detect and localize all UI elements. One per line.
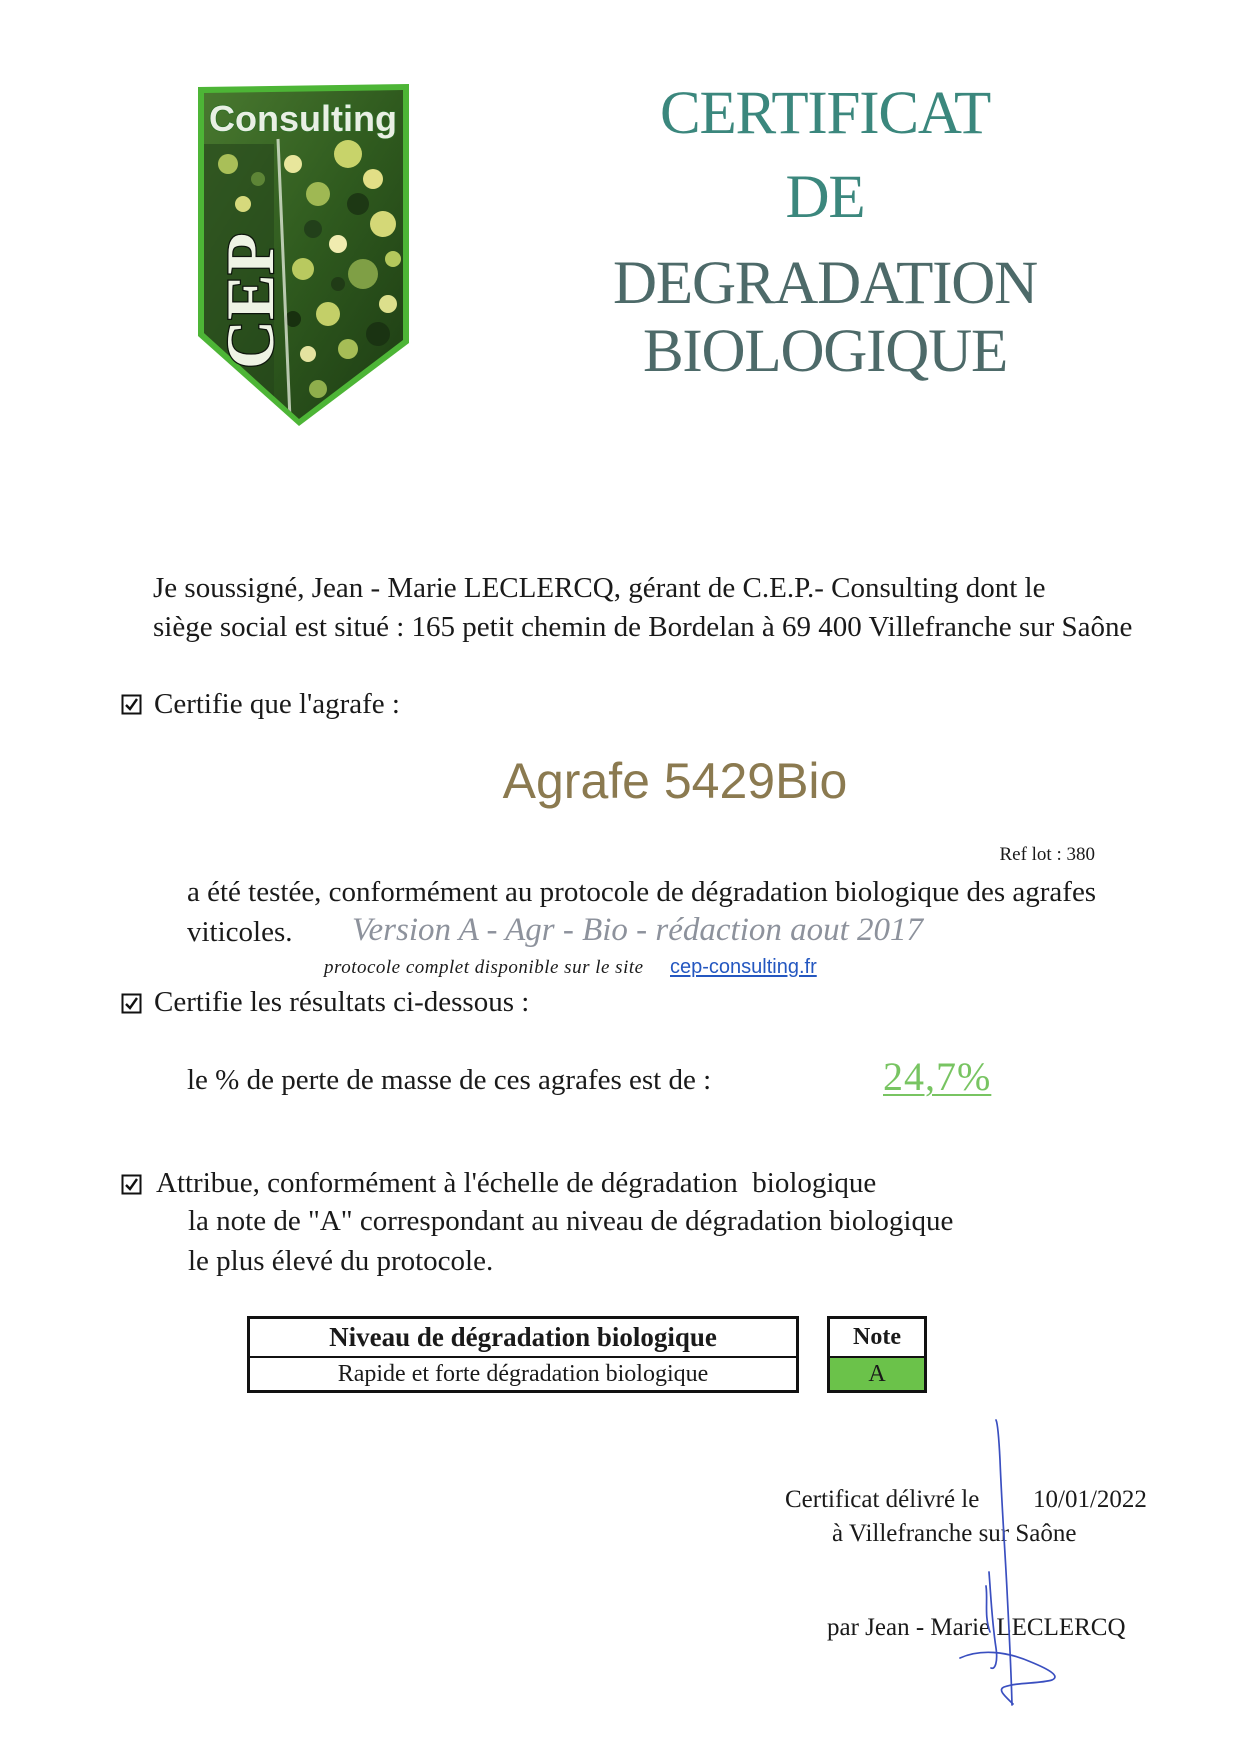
degradation-level-header: Niveau de dégradation biologique xyxy=(250,1319,796,1358)
test-line-2: viticoles. xyxy=(187,916,293,948)
checked-box-icon xyxy=(121,1174,142,1195)
title-line-4: BIOLOGIQUE xyxy=(642,318,1008,385)
issued-date: 10/01/2022 xyxy=(1033,1486,1147,1513)
checked-box-icon xyxy=(121,993,142,1014)
attribution-line-3: le plus élevé du protocole. xyxy=(188,1245,494,1277)
mass-loss-value: 24,7% xyxy=(883,1054,992,1099)
issued-label: Certificat délivré le xyxy=(785,1486,980,1513)
checked-box-icon xyxy=(121,694,142,715)
title-line-3: DEGRADATION xyxy=(613,250,1037,317)
issued-place: à Villefranche sur Saône xyxy=(832,1520,1077,1547)
note-table xyxy=(827,1316,927,1393)
protocol-version: Version A - Agr - Bio - rédaction aout 2017 xyxy=(352,912,924,948)
mass-loss-label: le % de perte de masse de ces agrafes est de : xyxy=(187,1064,712,1096)
handwritten-signature xyxy=(900,1400,1140,1720)
site-link[interactable]: cep-consulting.fr xyxy=(670,956,817,978)
title-line-1: CERTIFICAT xyxy=(659,80,991,147)
intro-line-2: siège social est situé : 165 petit chemin de Bordelan à 69 400 Villefranche sur Saône xyxy=(153,611,1133,643)
certify-results-label: Certifie les résultats ci-dessous : xyxy=(154,986,530,1018)
certify-product-label: Certifie que l'agrafe : xyxy=(154,688,400,720)
note-header: Note xyxy=(830,1319,924,1358)
protocol-note: protocole complet disponible sur le site xyxy=(324,957,644,978)
title-line-2: DE xyxy=(785,164,865,231)
ref-lot: Ref lot : 380 xyxy=(999,844,1095,865)
attribution-line-1: Attribue, conformément à l'échelle de dégradation biologique xyxy=(156,1167,877,1199)
cep-consulting-logo xyxy=(198,84,410,427)
logo-cep-text: CEP xyxy=(212,233,288,369)
degradation-level-value: Rapide et forte dégradation biologique xyxy=(337,1360,709,1387)
test-line-1: a été testée, conformément au protocole de dégradation biologique des agrafes xyxy=(187,876,1097,908)
signatory: par Jean - Marie LECLERCQ xyxy=(827,1614,1126,1641)
product-name: Agrafe 5429Bio xyxy=(502,753,848,809)
attribution-line-2: la note de "A" correspondant au niveau de dégradation biologique xyxy=(188,1205,954,1237)
degradation-level-table xyxy=(247,1316,799,1393)
intro-line-1: Je soussigné, Jean - Marie LECLERCQ, gérant de C.E.P.- Consulting dont le xyxy=(153,572,1046,604)
note-value: A xyxy=(830,1358,924,1390)
logo-consulting-text: Consulting xyxy=(209,98,397,139)
